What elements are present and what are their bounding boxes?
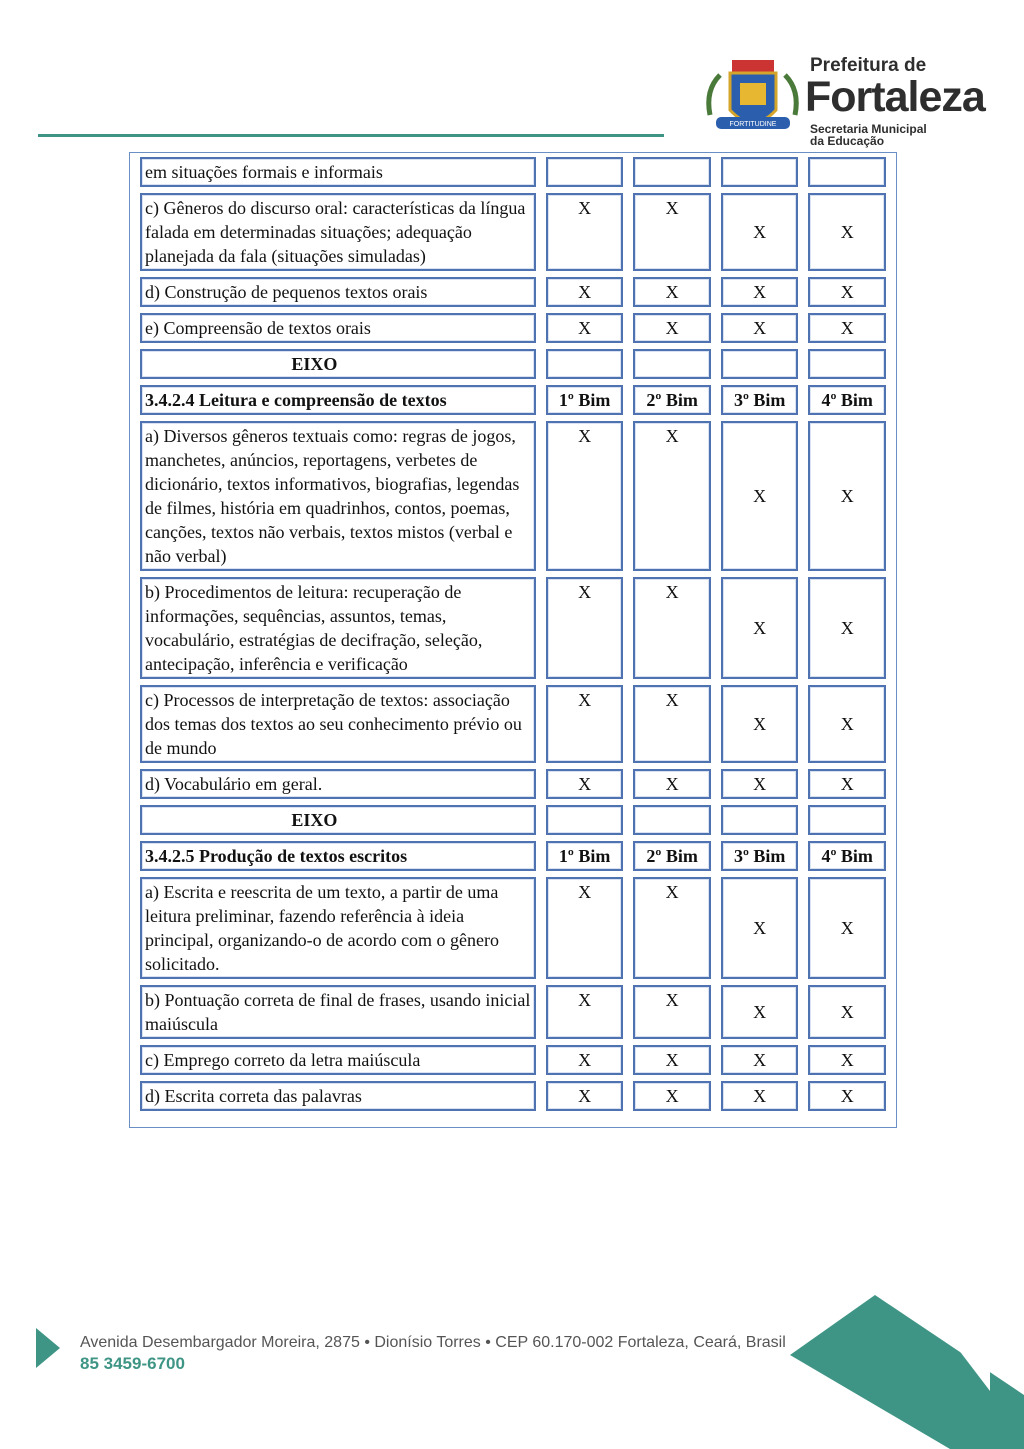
- footer-decoration-icon: [790, 1295, 1024, 1449]
- bimester-mark: X: [546, 985, 624, 1039]
- bimester-mark: [808, 157, 886, 187]
- bimester-mark: [546, 157, 624, 187]
- bimester-mark: X: [721, 685, 799, 763]
- bimester-mark: X: [721, 769, 799, 799]
- table-row: [140, 157, 886, 187]
- prefeitura-logo: [700, 55, 1000, 150]
- bimester-header: 3º Bim: [721, 385, 799, 415]
- content-description: b) Procedimentos de leitura: recuperação de informações, sequências, assuntos, temas, vocabulário, estratégias de decifração, seleção, antecipação, inferência e verificação: [140, 577, 536, 679]
- content-description: d) Vocabulário em geral.: [140, 769, 536, 799]
- bimester-mark: X: [633, 313, 711, 343]
- bimester-mark: X: [808, 577, 886, 679]
- bimester-mark: X: [808, 193, 886, 271]
- bimester-mark: X: [721, 1081, 799, 1111]
- bimester-mark: [721, 805, 799, 835]
- bimester-header: 2º Bim: [633, 841, 711, 871]
- bimester-header: 4º Bim: [808, 841, 886, 871]
- bimester-mark: X: [546, 685, 624, 763]
- bimester-mark: [633, 349, 711, 379]
- bimester-mark: X: [633, 769, 711, 799]
- table-row: [140, 877, 886, 979]
- bimester-mark: X: [808, 877, 886, 979]
- content-description: c) Gêneros do discurso oral: características da língua falada em determinadas situações; adequação planejada da fala (situações simuladas): [140, 193, 536, 271]
- table-body: [140, 157, 886, 1111]
- bimester-mark: X: [808, 1045, 886, 1075]
- content-description: e) Compreensão de textos orais: [140, 313, 536, 343]
- bimester-mark: X: [808, 421, 886, 571]
- bimester-mark: [633, 157, 711, 187]
- bimester-mark: [808, 805, 886, 835]
- footer-arrow-icon: [36, 1328, 60, 1368]
- table-row: [140, 1045, 886, 1075]
- logo-line-3: Secretaria Municipal da Educação: [810, 122, 927, 148]
- bimester-mark: X: [721, 1045, 799, 1075]
- bimester-mark: X: [808, 769, 886, 799]
- bimester-mark: X: [808, 313, 886, 343]
- bimester-mark: X: [546, 769, 624, 799]
- bimester-mark: X: [721, 193, 799, 271]
- section-heading: 3.4.2.5 Produção de textos escritos: [140, 841, 536, 871]
- bimester-mark: X: [546, 877, 624, 979]
- table-row: [140, 349, 886, 379]
- bimester-mark: X: [633, 577, 711, 679]
- bimester-mark: [546, 349, 624, 379]
- logo-line-2: Fortaleza: [805, 73, 985, 121]
- bimester-mark: X: [721, 421, 799, 571]
- header-divider: [38, 134, 664, 137]
- table-row: [140, 277, 886, 307]
- table-row: [140, 805, 886, 835]
- bimester-mark: X: [633, 985, 711, 1039]
- bimester-mark: X: [546, 1081, 624, 1111]
- bimester-mark: [721, 349, 799, 379]
- table-row: [140, 313, 886, 343]
- content-description: b) Pontuação correta de final de frases, usando inicial maiúscula: [140, 985, 536, 1039]
- bimester-mark: X: [633, 421, 711, 571]
- bimester-header: 2º Bim: [633, 385, 711, 415]
- content-description: c) Processos de interpretação de textos: associação dos temas dos textos ao seu conhecimento prévio ou de mundo: [140, 685, 536, 763]
- eixo-label: EIXO: [140, 805, 536, 835]
- content-description: a) Diversos gêneros textuais como: regras de jogos, manchetes, anúncios, reportagens, verbetes de dicionário, textos informativos, biografias, legendas de filmes, história em quadrinhos, contos, poemas, canções, textos não verbais, textos mistos (verbal e não verbal): [140, 421, 536, 571]
- section-heading: 3.4.2.4 Leitura e compreensão de textos: [140, 385, 536, 415]
- bimester-header: 1º Bim: [546, 841, 624, 871]
- content-description: a) Escrita e reescrita de um texto, a partir de uma leitura preliminar, fazendo referência à ideia principal, organizando-o de acordo com o gênero solicitado.: [140, 877, 536, 979]
- bimester-header: 4º Bim: [808, 385, 886, 415]
- content-description: em situações formais e informais: [140, 157, 536, 187]
- table-row: [140, 985, 886, 1039]
- table-row: [140, 1081, 886, 1111]
- bimester-header: 3º Bim: [721, 841, 799, 871]
- footer-address: Avenida Desembargador Moreira, 2875 • Dionísio Torres • CEP 60.170-002 Fortaleza, Ceará, Brasil: [80, 1334, 786, 1351]
- bimester-mark: X: [721, 877, 799, 979]
- bimester-header: 1º Bim: [546, 385, 624, 415]
- eixo-label: EIXO: [140, 349, 536, 379]
- bimester-mark: X: [808, 985, 886, 1039]
- bimester-mark: X: [721, 577, 799, 679]
- footer-phone: 85 3459-6700: [80, 1354, 185, 1373]
- bimester-mark: [721, 157, 799, 187]
- bimester-mark: X: [808, 685, 886, 763]
- bimester-mark: [546, 805, 624, 835]
- bimester-mark: X: [721, 277, 799, 307]
- bimester-mark: X: [546, 313, 624, 343]
- bimester-mark: X: [633, 277, 711, 307]
- table-row: [140, 841, 886, 871]
- bimester-mark: [633, 805, 711, 835]
- bimester-mark: [808, 349, 886, 379]
- table-row: [140, 685, 886, 763]
- bimester-mark: X: [633, 1045, 711, 1075]
- content-description: d) Escrita correta das palavras: [140, 1081, 536, 1111]
- table-row: [140, 421, 886, 571]
- bimester-mark: X: [808, 1081, 886, 1111]
- crest-icon: [700, 55, 805, 145]
- bimester-mark: X: [546, 421, 624, 571]
- content-description: d) Construção de pequenos textos orais: [140, 277, 536, 307]
- bimester-mark: X: [633, 685, 711, 763]
- bimester-mark: X: [633, 1081, 711, 1111]
- bimester-mark: X: [808, 277, 886, 307]
- table-row: [140, 385, 886, 415]
- bimester-mark: X: [546, 1045, 624, 1075]
- bimester-mark: X: [633, 193, 711, 271]
- curriculum-table: [129, 152, 897, 1128]
- table-row: [140, 769, 886, 799]
- content-description: c) Emprego correto da letra maiúscula: [140, 1045, 536, 1075]
- bimester-mark: X: [546, 577, 624, 679]
- bimester-mark: X: [546, 193, 624, 271]
- bimester-mark: X: [721, 313, 799, 343]
- bimester-mark: X: [546, 277, 624, 307]
- svg-text:FORTITUDINE: FORTITUDINE: [729, 121, 777, 128]
- table-row: [140, 577, 886, 679]
- bimester-mark: X: [633, 877, 711, 979]
- bimester-mark: X: [721, 985, 799, 1039]
- table-row: [140, 193, 886, 271]
- logo-line-1: Prefeitura de: [810, 55, 927, 76]
